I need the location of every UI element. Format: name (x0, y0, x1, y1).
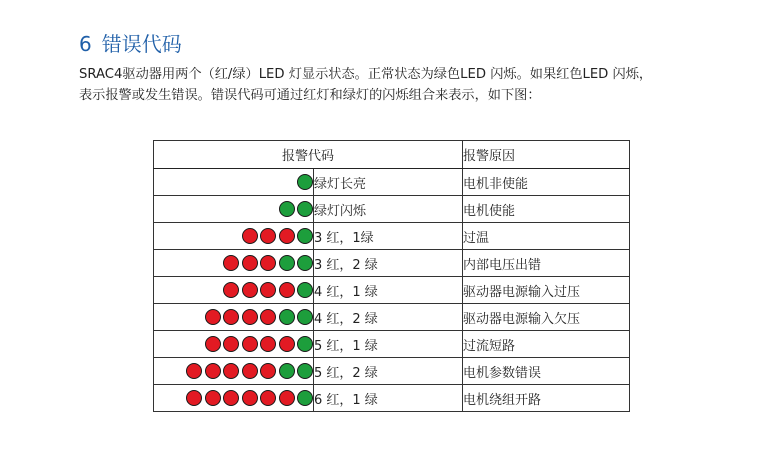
led-description: 6 红，1 绿 (314, 385, 463, 412)
green-led-icon (297, 336, 313, 352)
intro-line-2: 表示报警或发生错误。错误代码可通过红灯和绿灯的闪烁组合来表示，如下图： (79, 88, 541, 103)
header-alarm-cause: 报警原因 (463, 141, 630, 169)
led-pattern (154, 223, 314, 250)
green-led-icon (297, 363, 313, 379)
red-led-icon (279, 228, 295, 244)
led-pattern (154, 196, 314, 223)
led-description: 4 红，1 绿 (314, 277, 463, 304)
red-led-icon (223, 309, 239, 325)
error-code-table (153, 140, 630, 412)
green-led-icon (279, 309, 295, 325)
led-pattern (154, 358, 314, 385)
red-led-icon (260, 282, 276, 298)
intro-paragraph (79, 64, 739, 106)
led-pattern (154, 304, 314, 331)
red-led-icon (186, 363, 202, 379)
table-row (154, 196, 630, 223)
table-row (154, 304, 630, 331)
red-led-icon (260, 255, 276, 271)
alarm-cause: 驱动器电源输入欠压 (463, 304, 630, 331)
red-led-icon (205, 363, 221, 379)
led-pattern (154, 250, 314, 277)
section-number: 6 (79, 32, 92, 56)
red-led-icon (260, 336, 276, 352)
led-description: 4 红，2 绿 (314, 304, 463, 331)
green-led-icon (297, 390, 313, 406)
green-led-icon (297, 282, 313, 298)
red-led-icon (205, 309, 221, 325)
red-led-icon (260, 309, 276, 325)
red-led-icon (205, 390, 221, 406)
red-led-icon (242, 228, 258, 244)
red-led-icon (260, 390, 276, 406)
red-led-icon (223, 363, 239, 379)
table-header-row (154, 141, 630, 169)
red-led-icon (242, 336, 258, 352)
red-led-icon (279, 282, 295, 298)
led-pattern (154, 277, 314, 304)
table-row (154, 169, 630, 196)
alarm-cause: 电机绕组开路 (463, 385, 630, 412)
led-description: 5 红，1 绿 (314, 331, 463, 358)
led-pattern (154, 169, 314, 196)
red-led-icon (242, 282, 258, 298)
red-led-icon (242, 309, 258, 325)
table-row (154, 358, 630, 385)
alarm-cause: 过温 (463, 223, 630, 250)
section-heading (79, 28, 182, 57)
header-alarm-code: 报警代码 (154, 141, 463, 169)
table-body (154, 169, 630, 412)
section-title: 错误代码 (101, 32, 182, 56)
green-led-icon (297, 201, 313, 217)
green-led-icon (297, 174, 313, 190)
red-led-icon (242, 390, 258, 406)
green-led-icon (297, 228, 313, 244)
green-led-icon (279, 255, 295, 271)
table-row (154, 223, 630, 250)
red-led-icon (260, 228, 276, 244)
red-led-icon (279, 390, 295, 406)
table-row (154, 250, 630, 277)
red-led-icon (242, 255, 258, 271)
led-pattern (154, 385, 314, 412)
alarm-cause: 内部电压出错 (463, 250, 630, 277)
table-row (154, 277, 630, 304)
green-led-icon (279, 201, 295, 217)
alarm-cause: 电机参数错误 (463, 358, 630, 385)
alarm-cause: 电机非使能 (463, 169, 630, 196)
led-description: 5 红，2 绿 (314, 358, 463, 385)
table-row (154, 385, 630, 412)
alarm-cause: 驱动器电源输入过压 (463, 277, 630, 304)
intro-line-1: SRAC4驱动器用两个（红/绿）LED 灯显示状态。正常状态为绿色LED 闪烁。如果红色LED 闪烁， (79, 67, 653, 82)
red-led-icon (186, 390, 202, 406)
led-description: 绿灯闪烁 (314, 196, 463, 223)
led-description: 绿灯长亮 (314, 169, 463, 196)
red-led-icon (223, 390, 239, 406)
green-led-icon (279, 363, 295, 379)
red-led-icon (205, 336, 221, 352)
red-led-icon (223, 336, 239, 352)
red-led-icon (279, 336, 295, 352)
red-led-icon (242, 363, 258, 379)
led-description: 3 红，2 绿 (314, 250, 463, 277)
red-led-icon (260, 363, 276, 379)
green-led-icon (297, 309, 313, 325)
alarm-cause: 电机使能 (463, 196, 630, 223)
table-row (154, 331, 630, 358)
red-led-icon (223, 255, 239, 271)
alarm-cause: 过流短路 (463, 331, 630, 358)
green-led-icon (297, 255, 313, 271)
led-pattern (154, 331, 314, 358)
red-led-icon (223, 282, 239, 298)
led-description: 3 红，1绿 (314, 223, 463, 250)
